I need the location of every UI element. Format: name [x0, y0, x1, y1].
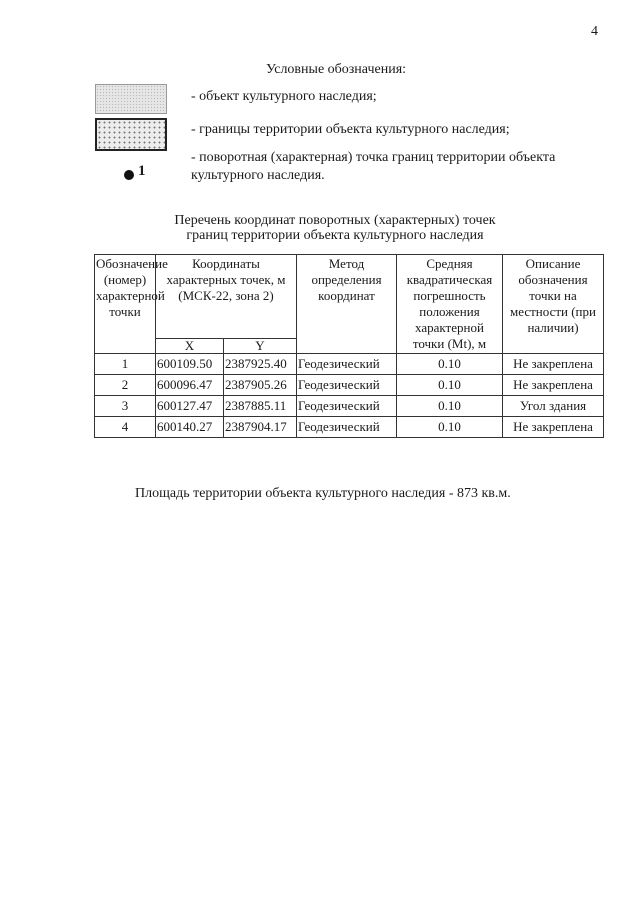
header-designation: Обозначение (номер) характерной точки — [95, 255, 156, 354]
cell-x: 600140.27 — [156, 417, 224, 438]
cell-error: 0.10 — [397, 375, 503, 396]
table-caption-line2: границ территории объекта культурного наследия — [186, 228, 484, 243]
legend-item-heritage-object: - объект культурного наследия; — [191, 89, 377, 104]
page-number: 4 — [591, 24, 598, 39]
table-row — [95, 354, 604, 375]
table-row — [95, 396, 604, 417]
cell-description: Угол здания — [503, 396, 604, 417]
cell-method: Геодезический — [297, 375, 397, 396]
table-row — [95, 417, 604, 438]
header-description: Описание обозначения точки на местности (при наличии) — [503, 255, 604, 354]
heritage-object-swatch — [95, 84, 167, 114]
cell-x: 600109.50 — [156, 354, 224, 375]
cell-y: 2387925.40 — [224, 354, 297, 375]
legend-title: Условные обозначения: — [266, 62, 407, 77]
header-y: Y — [224, 339, 297, 354]
header-coordinates: Координаты характерных точек, м (МСК-22, зона 2) — [156, 255, 297, 339]
cell-error: 0.10 — [397, 396, 503, 417]
territory-area-text: Площадь территории объекта культурного наследия - 873 кв.м. — [135, 486, 511, 501]
turning-point-marker — [124, 163, 146, 180]
header-method: Метод определения координат — [297, 255, 397, 354]
cell-x: 600127.47 — [156, 396, 224, 417]
cell-x: 600096.47 — [156, 375, 224, 396]
table-caption — [150, 213, 520, 243]
cell-method: Геодезический — [297, 396, 397, 417]
cell-num: 1 — [95, 354, 156, 375]
territory-border-swatch — [95, 118, 167, 151]
turning-point-dot-icon — [124, 170, 134, 180]
cell-method: Геодезический — [297, 417, 397, 438]
coordinates-table — [94, 254, 604, 438]
legend-item-turning-point: - поворотная (характерная) точка границ территории объекта культурного наследия. — [191, 150, 556, 183]
header-x: X — [156, 339, 224, 354]
cell-description: Не закреплена — [503, 417, 604, 438]
cell-num: 2 — [95, 375, 156, 396]
legend-item-territory-border: - границы территории объекта культурного наследия; — [191, 122, 510, 137]
header-error: Средняя квадратическая погрешность положения характерной точки (Mt), м — [397, 255, 503, 354]
cell-description: Не закреплена — [503, 375, 604, 396]
table-caption-line1: Перечень координат поворотных (характерных) точек — [174, 213, 496, 228]
cell-method: Геодезический — [297, 354, 397, 375]
cell-error: 0.10 — [397, 354, 503, 375]
cell-error: 0.10 — [397, 417, 503, 438]
table-header-row — [95, 255, 604, 339]
cell-num: 4 — [95, 417, 156, 438]
table-row — [95, 375, 604, 396]
cell-num: 3 — [95, 396, 156, 417]
turning-point-number: 1 — [138, 163, 146, 179]
cell-y: 2387885.11 — [224, 396, 297, 417]
cell-y: 2387905.26 — [224, 375, 297, 396]
cell-y: 2387904.17 — [224, 417, 297, 438]
cell-description: Не закреплена — [503, 354, 604, 375]
